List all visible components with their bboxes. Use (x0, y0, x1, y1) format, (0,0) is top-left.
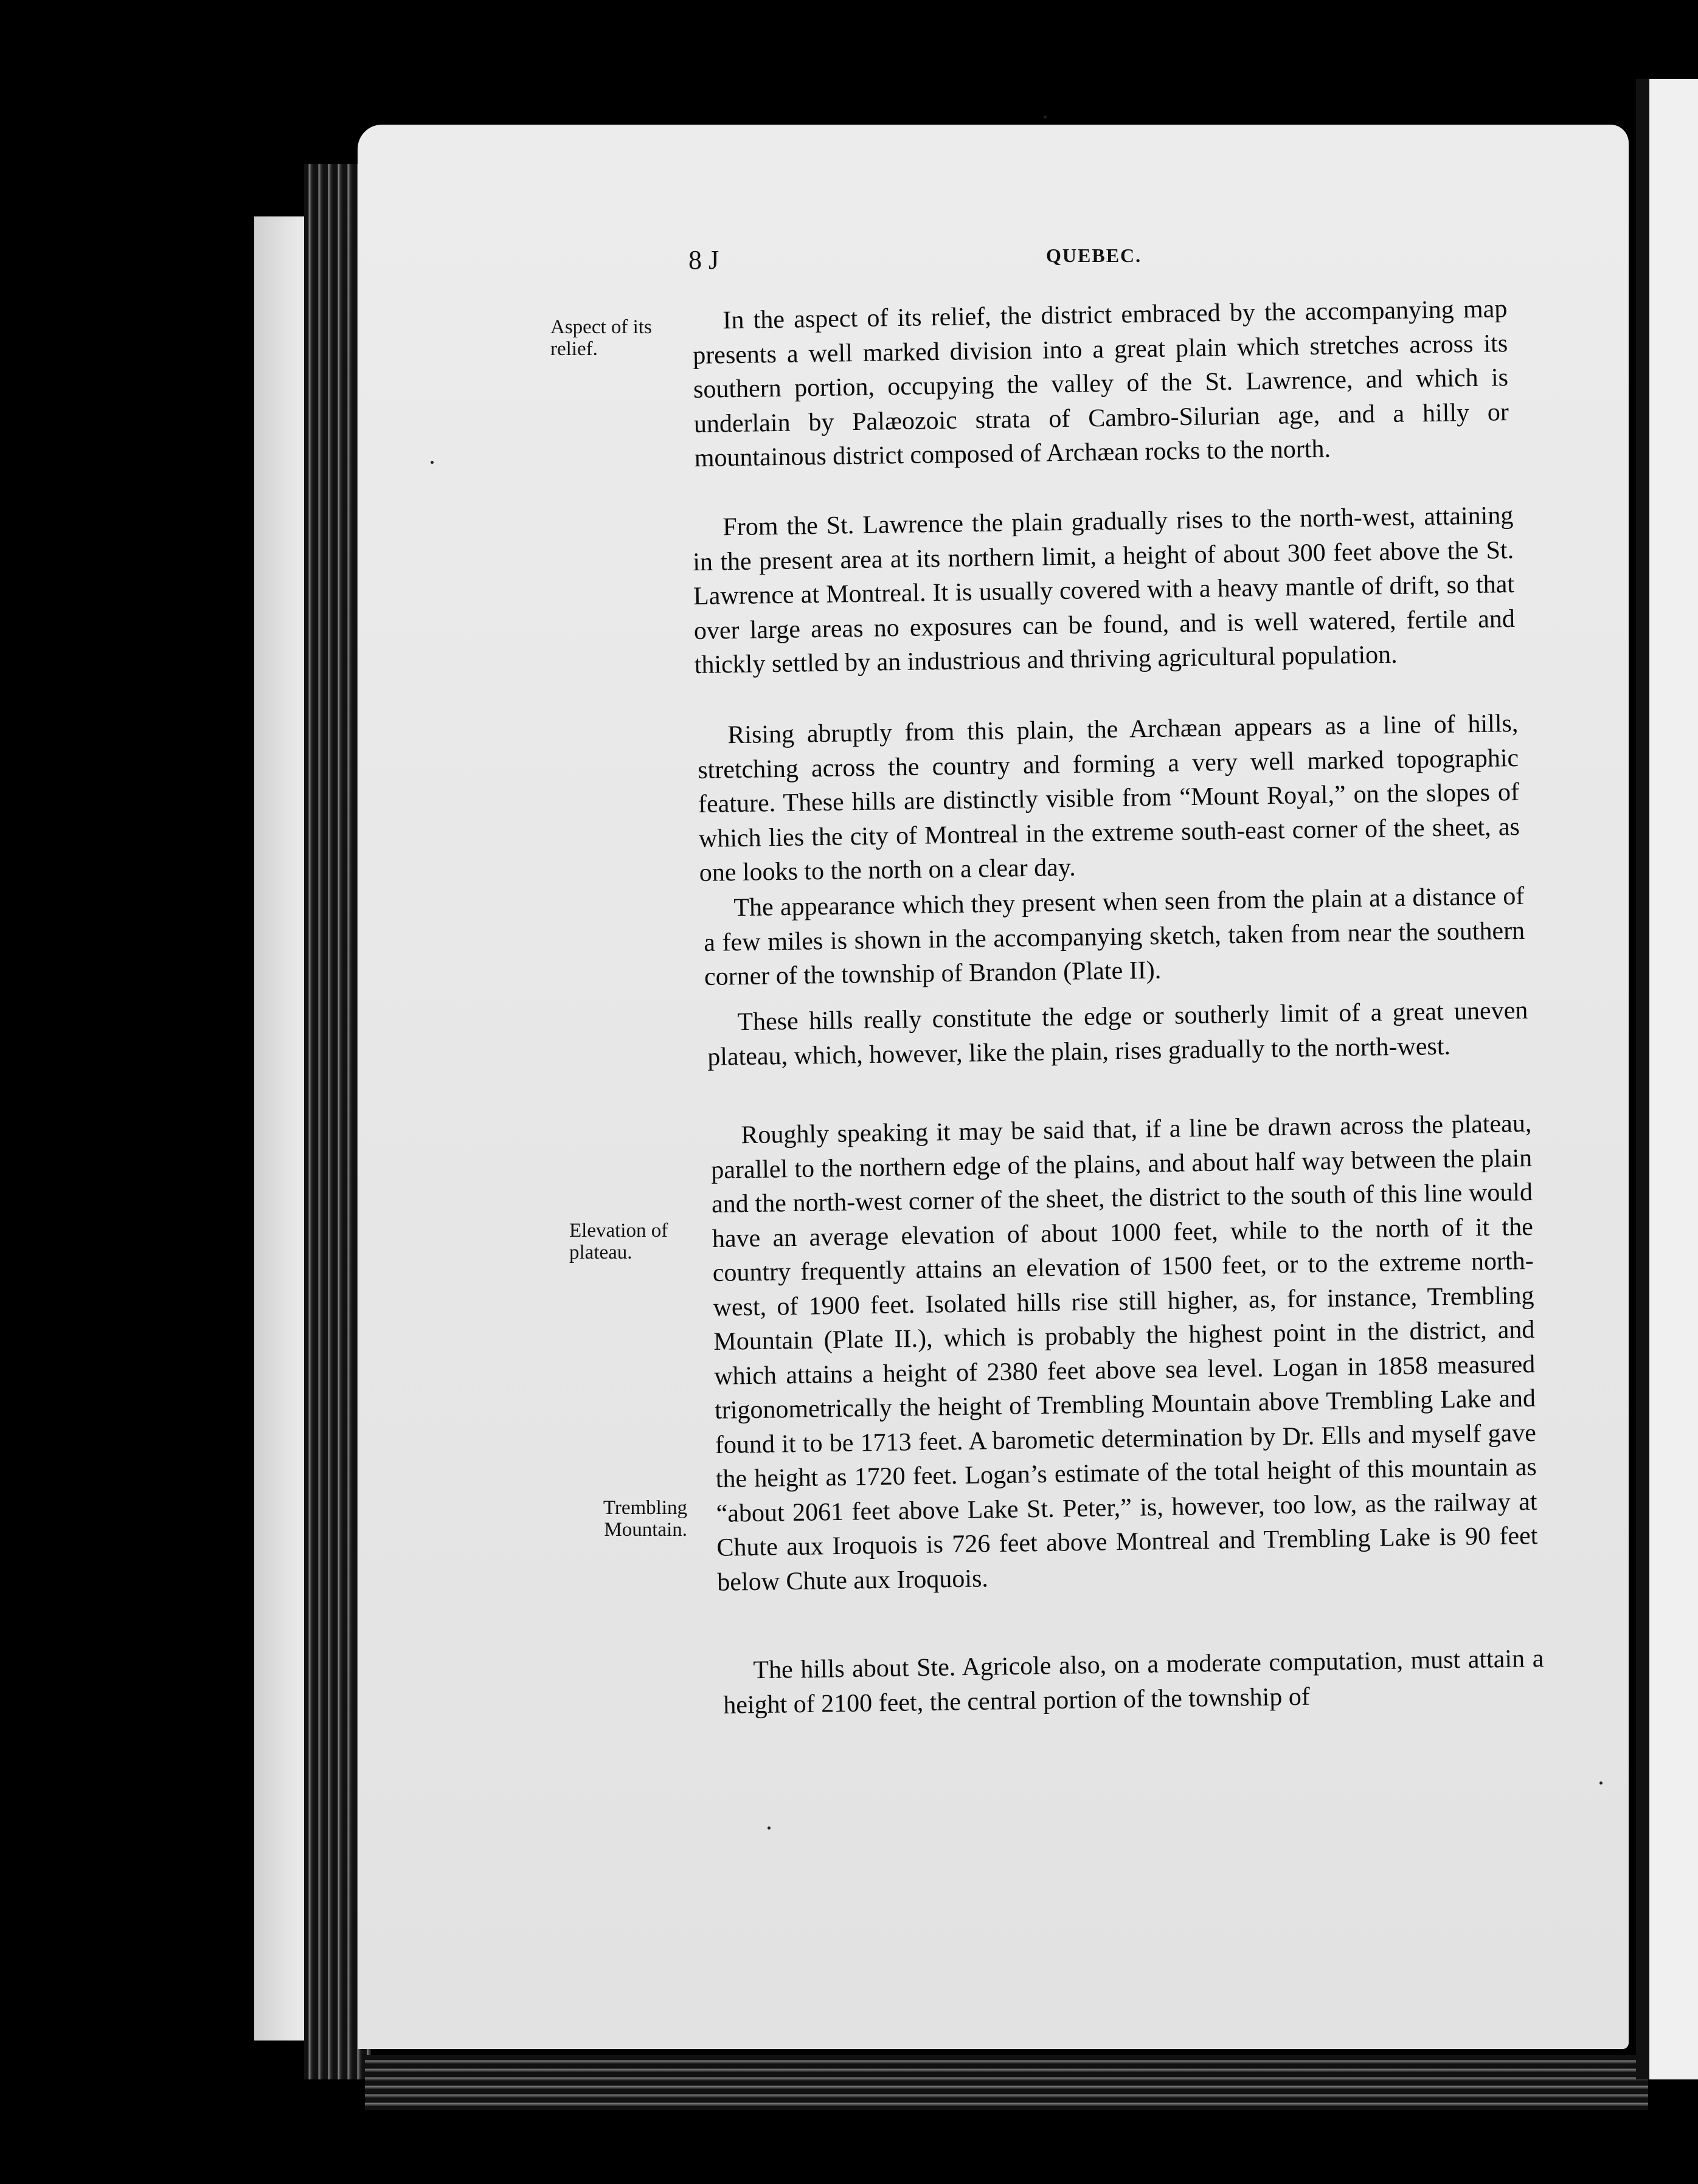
paragraph-5: These hills really constitute the edge or southerly limit of a great uneven plateau, which, however, like the plain, rises gradually to the north-west. (707, 996, 1528, 1071)
paper-speck (768, 1826, 771, 1830)
paragraph-7: The hills about Ste. Agricole also, on a moderate computation, must attain a height of 2100 feet, the central portion of the township of (723, 1644, 1544, 1719)
paragraph-4: The appearance which they present when seen from the plain at a distance of a few miles is shown in the accompanying sketch, taken from near the southern corner of the township of Brandon (Plate II). (703, 882, 1525, 991)
paragraph-1: In the aspect of its relief, the district embraced by the accompanying map presents a well marked division into a great plain which stretches across its southern portion, occupying the valley of the St. Lawrence, and which is underlain by Palæozoic strata of Cambro-Silurian age, and a hilly or mountainous district composed of Archæan rocks to the north. (692, 295, 1509, 472)
paper-speck (431, 461, 434, 464)
facing-page-edge (1636, 79, 1698, 2079)
margin-note-trembling: Trembling Mountain. (603, 1497, 687, 1541)
margin-note-aspect: Aspect of its relief. (550, 316, 652, 360)
book-bottom-edges (365, 2055, 1648, 2110)
paragraph-3: Rising abruptly from this plain, the Archæan appears as a line of hills, stretching across the country and forming a very well marked topographic feature. These hills are distinctly visible from “Mount Royal,” on the slopes of which lies the city of Montreal in the extreme south-east corner of the sheet, as one looks to the north on a clear day. (697, 709, 1520, 887)
margin-note-elevation: Elevation of plateau. (569, 1220, 668, 1263)
running-title: QUEBEC. (1046, 244, 1142, 266)
paper-speck (1599, 1781, 1603, 1785)
page-number: 8 J (688, 245, 719, 275)
paragraph-6: Roughly speaking it may be said that, if a line be drawn across the plateau, parallel to the northern edge of the plains, and about half way between the plain and the north-west corner of the sheet, the district to the south of this line would have an average elevation of about 1000 feet, while to the north of it the country frequently attains an elevation of 1500 feet, or to the extreme north-west, of 1900 feet. Isolated hills rise still higher, as, for instance, Trembling Mountain (Plate II.), which is probably the highest point in the district, and which attains a height of 2380 feet above sea level. Logan in 1858 measured trigonometrically the height of Trembling Mountain above Trembling Lake and found it to be 1713 feet. A barometic determination by Dr. Ells and myself gave the height as 1720 feet. Logan’s estimate of the total height of this mountain as “about 2061 feet above Lake St. Peter,” is, however, too low, as the railway at Chute aux Iroquois is 726 feet above Montreal and Trembling Lake is 90 feet below Chute aux Iroquois. (710, 1109, 1538, 1597)
paper-speck (1044, 116, 1047, 119)
paragraph-2: From the St. Lawrence the plain gradually rises to the north-west, attaining in the present area at its northern limit, a height of about 300 feet above the St. Lawrence at Montreal. It is usually covered with a heavy mantle of drift, so that over large areas no exposures can be found, and is well watered, fertile and thickly settled by an industrious and thriving agricultural population. (692, 501, 1516, 679)
